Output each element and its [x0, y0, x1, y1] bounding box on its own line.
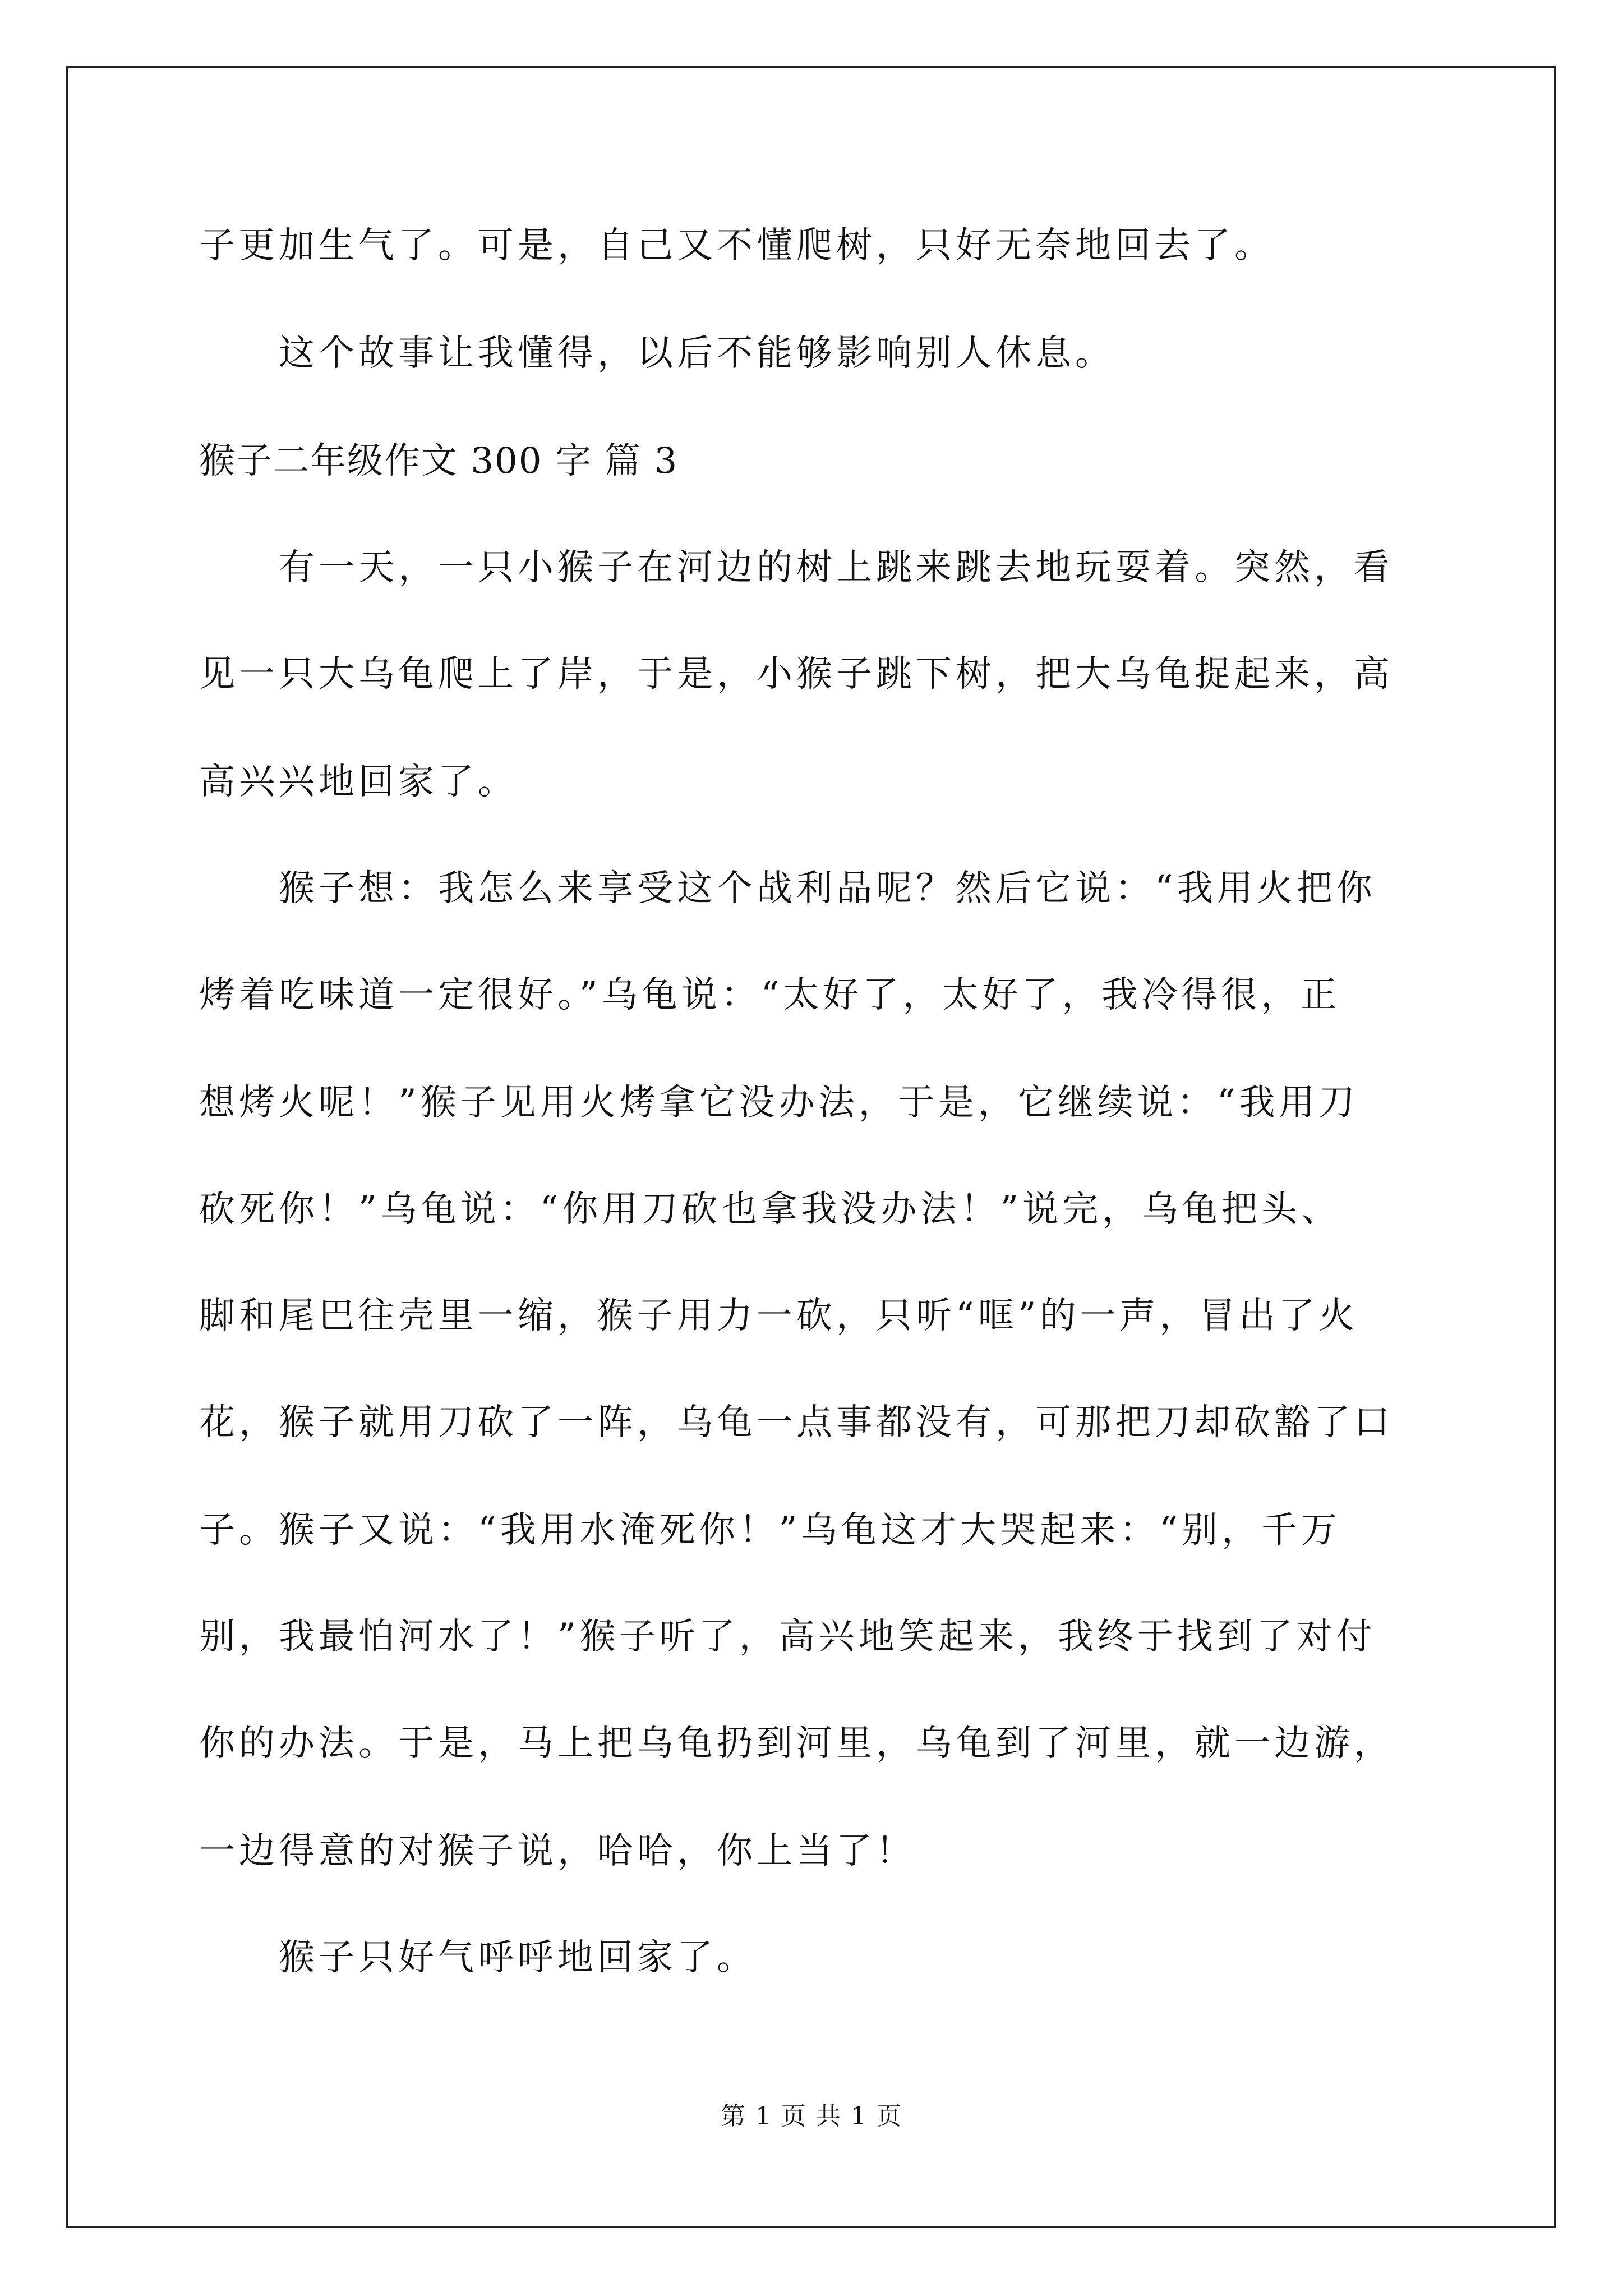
- text-line-12: 花，猴子就用刀砍了一阵，乌龟一点事都没有，可那把刀却砍豁了口: [199, 1402, 1394, 1443]
- text-line-6: 高兴兴地回家了。: [199, 761, 518, 803]
- text-line-15: 你的办法。于是，马上把乌龟扔到河里，乌龟到了河里，就一边游，: [199, 1723, 1394, 1764]
- text-line-16: 一边得意的对猴子说，哈哈，你上当了！: [199, 1830, 916, 1872]
- page-border: [66, 66, 1556, 2228]
- text-line-7: 猴子想：我怎么来享受这个战利品呢？然后它说：“我用火把你: [279, 868, 1376, 909]
- text-line-9: 想烤火呢！”猴子见用火烤拿它没办法，于是，它继续说：“我用刀: [199, 1082, 1359, 1124]
- text-line-14: 别，我最怕河水了！”猴子听了，高兴地笑起来，我终于找到了对付: [199, 1616, 1376, 1658]
- text-line-8: 烤着吃味道一定很好。”乌龟说：“太好了，太好了，我冷得很，正: [199, 974, 1341, 1016]
- text-line-1: 子更加生气了。可是，自己又不懂爬树，只好无奈地回去了。: [199, 225, 1274, 266]
- text-line-17: 猴子只好气呼呼地回家了。: [279, 1937, 757, 1978]
- text-line-4: 有一天，一只小猴子在河边的树上跳来跳去地玩耍着。突然，看: [279, 547, 1394, 588]
- text-line-2: 这个故事让我懂得，以后不能够影响别人休息。: [279, 333, 1115, 374]
- text-line-5: 见一只大乌龟爬上了岸，于是，小猴子跳下树，把大乌龟捉起来，高: [199, 654, 1394, 695]
- text-line-13: 子。猴子又说：“我用水淹死你！”乌龟这才大哭起来：“别，千万: [199, 1510, 1341, 1551]
- section-heading: 猴子二年级作文 300 字 篇 3: [199, 440, 679, 482]
- text-line-11: 脚和尾巴往壳里一缩，猴子用力一砍，只听“哐”的一声，冒出了火: [199, 1295, 1359, 1337]
- page-number-footer: 第 1 页 共 1 页: [721, 2102, 902, 2131]
- text-line-10: 砍死你！”乌龟说：“你用刀砍也拿我没办法！”说完，乌龟把头、: [199, 1189, 1341, 1230]
